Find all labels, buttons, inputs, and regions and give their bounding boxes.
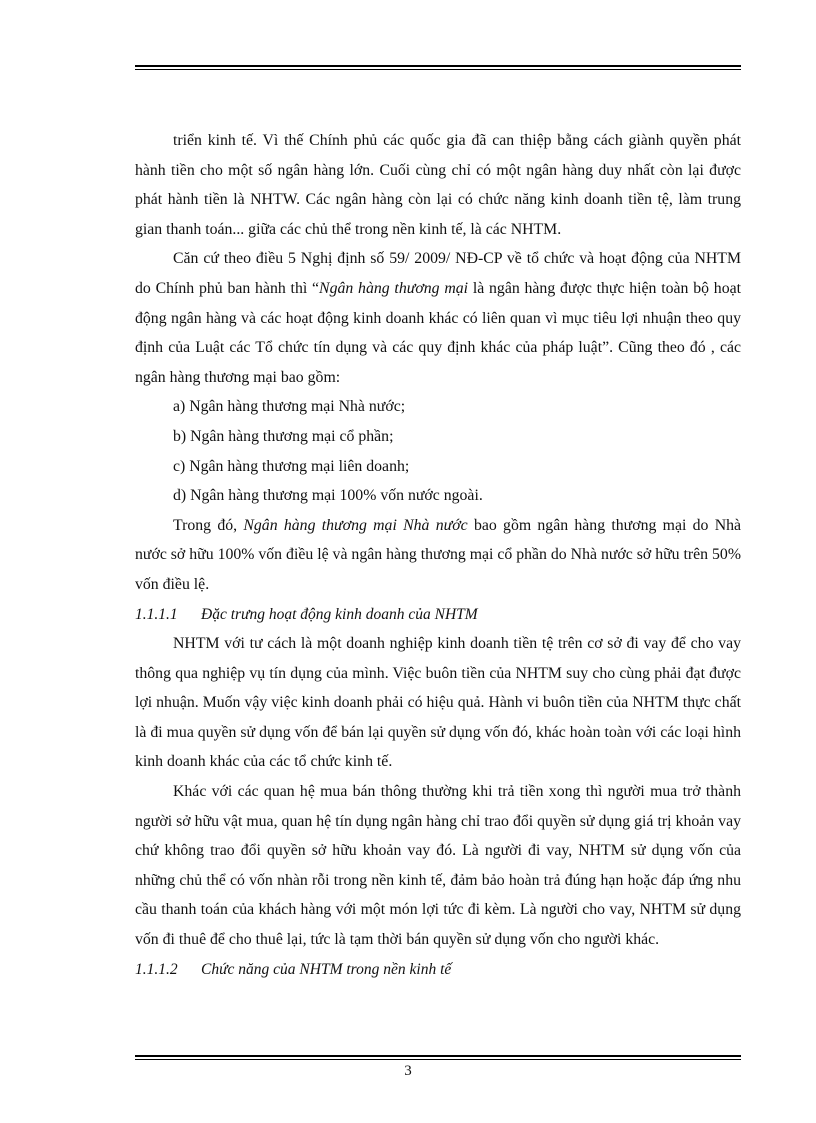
paragraph-intro: triển kinh tế. Vì thế Chính phủ các quốc gia đã can thiệp bằng cách giành quyền phát hành tiền cho một số ngân hàng lớn. Cuối cùng chỉ có một ngân hàng duy nhất còn lại được phát hành tiền là NHTW. Các ngân hàng còn lại có chức năng kinh doanh tiền tệ, làm trung gian thanh toán... giữa các chủ thể trong nền kinh tế, là các NHTM. bbox=[135, 132, 741, 238]
heading-text: Đặc trưng hoạt động kinh doanh của NHTM bbox=[201, 605, 478, 623]
section-heading-1-1-1-1 bbox=[135, 600, 741, 630]
list-item: a) Ngân hàng thương mại Nhà nước; bbox=[173, 398, 406, 416]
heading-number: 1.1.1.2 bbox=[135, 960, 178, 978]
heading-number: 1.1.1.1 bbox=[135, 605, 178, 623]
paragraph-characteristics: NHTM với tư cách là một doanh nghiệp kinh doanh tiền tệ trên cơ sở đi vay để cho vay thông qua nghiệp vụ tín dụng của mình. Việc buôn tiền của NHTM suy cho cùng phải đạt được lợi nhuận. Muốn vậy việc kinh doanh phải có hiệu quả. Hành vi buôn tiền của NHTM thực chất là đi mua quyền sử dụng vốn để bán lại quyền sử dụng vốn đó, khác hoàn toàn với các loại hình kinh doanh khác của các tổ chức kinh tế. bbox=[135, 635, 741, 771]
definition-rest: là ngân hàng được thực hiện toàn bộ hoạt động ngân hàng và các hoạt động kinh doanh khác có liên quan vì mục tiêu lợi nhuận theo quy định của Luật các Tổ chức tín dụng và các quy định khác của pháp luật”. Cũng theo đó , các ngân hàng thương mại bao gồm: bbox=[135, 279, 742, 386]
footer-rule-thin bbox=[135, 1059, 741, 1060]
paragraph-definition bbox=[135, 244, 741, 392]
paragraph-state-banks bbox=[135, 511, 741, 600]
heading-text: Chức năng của NHTM trong nền kinh tế bbox=[201, 960, 452, 978]
state-banks-lead: Trong đó, bbox=[173, 516, 244, 534]
page-number: 3 bbox=[404, 1063, 412, 1079]
paragraph-credit-relation: Khác với các quan hệ mua bán thông thường khi trả tiền xong thì người mua trở thành người sở hữu vật mua, quan hệ tín dụng ngân hàng chỉ trao đổi quyền sử dụng giá trị khoản vay chứ không trao đổi quyền sở hữu khoản vay đó. Là người đi vay, NHTM sử dụng vốn của những chủ thể có vốn nhàn rỗi trong nền kinh tế, đảm bảo hoàn trả đúng hạn hoặc đáp ứng nhu cầu thanh toán của khách hàng với một món lợi tức đi kèm. Là người cho vay, NHTM sử dụng vốn đi thuê để cho thuê lại, tức là tạm thời bán quyền sử dụng vốn cho người khác. bbox=[135, 783, 741, 949]
footer-rule-thick bbox=[135, 1055, 741, 1057]
page-body bbox=[135, 126, 741, 984]
header-rule-thin bbox=[135, 69, 741, 70]
list-item: c) Ngân hàng thương mại liên doanh; bbox=[173, 457, 410, 475]
section-heading-1-1-1-2 bbox=[135, 955, 741, 985]
state-banks-rest: bao gồm ngân hàng thương mại do Nhà nước sở hữu 100% vốn điều lệ và ngân hàng thương mại cổ phần do Nhà nước sở hữu trên 50% vốn điều lệ. bbox=[135, 516, 742, 593]
list-item: b) Ngân hàng thương mại cổ phần; bbox=[173, 427, 394, 445]
list-item: d) Ngân hàng thương mại 100% vốn nước ngoài. bbox=[173, 487, 483, 505]
definition-lead: Căn cứ theo điều 5 Nghị định số 59/ 2009/ NĐ-CP về tổ chức và hoạt động của NHTM do Chính phủ ban hành thì “ bbox=[135, 250, 741, 297]
state-banks-term: Ngân hàng thương mại Nhà nước bbox=[243, 516, 468, 534]
header-rule-thick bbox=[135, 65, 741, 67]
definition-term: Ngân hàng thương mại bbox=[319, 279, 469, 297]
